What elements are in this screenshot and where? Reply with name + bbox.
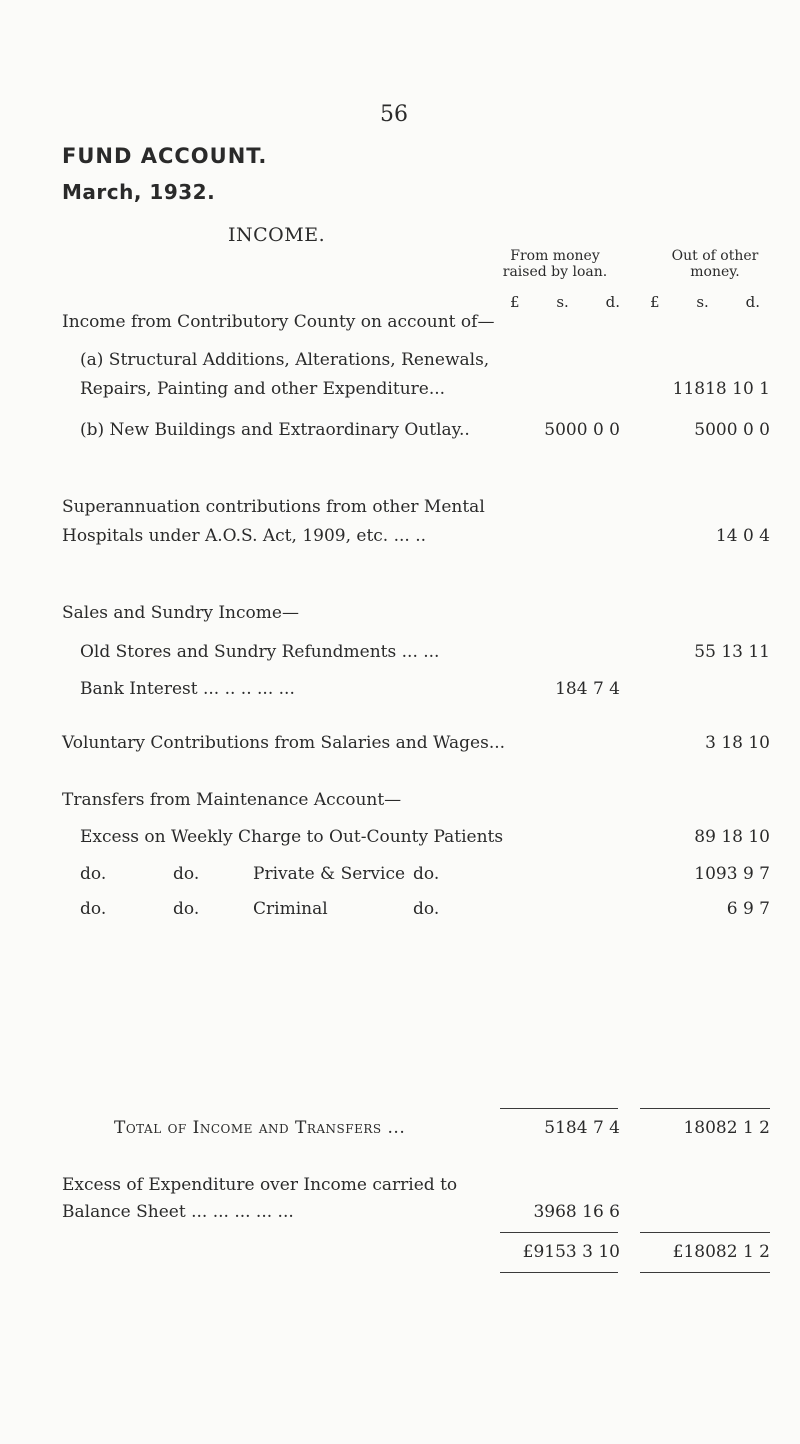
transfers-heading: Transfers from Maintenance Account— — [62, 790, 402, 810]
excess-expenditure-line-b: Balance Sheet ... ... ... ... ... — [62, 1202, 294, 1222]
superannuation-line-a: Superannuation contributions from other Mental — [62, 497, 485, 517]
excess-weekly-other-amount: 89 18 10 — [694, 827, 770, 847]
section-heading: INCOME. — [228, 224, 326, 246]
subtotal-rule-other — [640, 1108, 770, 1109]
grand-rule-bottom-other — [640, 1272, 770, 1273]
sales-heading: Sales and Sundry Income— — [62, 603, 299, 623]
private-service-label: Private & Service — [253, 864, 406, 884]
bank-interest-line: Bank Interest ... .. .. ... ... — [80, 679, 295, 699]
old-stores-line: Old Stores and Sundry Refundments ... ... — [80, 642, 440, 662]
new-buildings-line: (b) New Buildings and Extraordinary Outlay.. — [80, 420, 470, 440]
voluntary-line: Voluntary Contributions from Salaries and Wages... — [62, 733, 506, 753]
grand-rule-top-loan — [500, 1232, 618, 1233]
new-buildings-other-amount: 5000 0 0 — [694, 420, 770, 440]
structural-line-b: Repairs, Painting and other Expenditure... — [80, 379, 446, 399]
grand-rule-bottom-loan — [500, 1272, 618, 1273]
page-number: 56 — [380, 102, 408, 127]
total-income-other: 18082 1 2 — [683, 1118, 770, 1138]
private-other-amount: 1093 9 7 — [694, 864, 770, 884]
voluntary-other-amount: 3 18 10 — [705, 733, 770, 753]
document-title: FUND ACCOUNT. — [62, 144, 268, 168]
grand-total-loan: £9153 3 10 — [522, 1242, 620, 1262]
excess-expenditure-line-a: Excess of Expenditure over Income carried to — [62, 1175, 458, 1195]
private-do-1: do. — [80, 864, 107, 884]
column-header-other: Out of other money. — [671, 248, 759, 280]
criminal-do-3: do. — [413, 899, 440, 919]
criminal-do-2: do. — [173, 899, 200, 919]
total-income-label: Total of Income and Transfers ... — [114, 1118, 406, 1138]
old-stores-other-amount: 55 13 11 — [694, 642, 770, 662]
structural-line-a: (a) Structural Additions, Alterations, Renewals, — [80, 350, 490, 370]
structural-other-amount: 11818 10 1 — [672, 379, 770, 399]
criminal-do-1: do. — [80, 899, 107, 919]
document-date: March, 1932. — [62, 180, 216, 204]
superannuation-line-b: Hospitals under A.O.S. Act, 1909, etc. ... .. — [62, 526, 427, 546]
private-do-3: do. — [413, 864, 440, 884]
criminal-other-amount: 6 9 7 — [726, 899, 770, 919]
grand-total-other: £18082 1 2 — [672, 1242, 770, 1262]
subtotal-rule-loan — [500, 1108, 618, 1109]
contributory-heading: Income from Contributory County on account of— — [62, 312, 495, 332]
new-buildings-loan-amount: 5000 0 0 — [544, 420, 620, 440]
excess-weekly-line: Excess on Weekly Charge to Out-County Patients — [80, 827, 504, 847]
superannuation-other-amount: 14 0 4 — [715, 526, 770, 546]
excess-expenditure-loan: 3968 16 6 — [533, 1202, 620, 1222]
criminal-label: Criminal — [253, 899, 328, 919]
grand-rule-top-other — [640, 1232, 770, 1233]
total-income-loan: 5184 7 4 — [544, 1118, 620, 1138]
units-loan: £ s. d. — [510, 293, 620, 311]
private-do-2: do. — [173, 864, 200, 884]
units-other: £ s. d. — [650, 293, 760, 311]
column-header-loan: From money raised by loan. — [502, 248, 608, 280]
bank-interest-loan-amount: 184 7 4 — [555, 679, 620, 699]
